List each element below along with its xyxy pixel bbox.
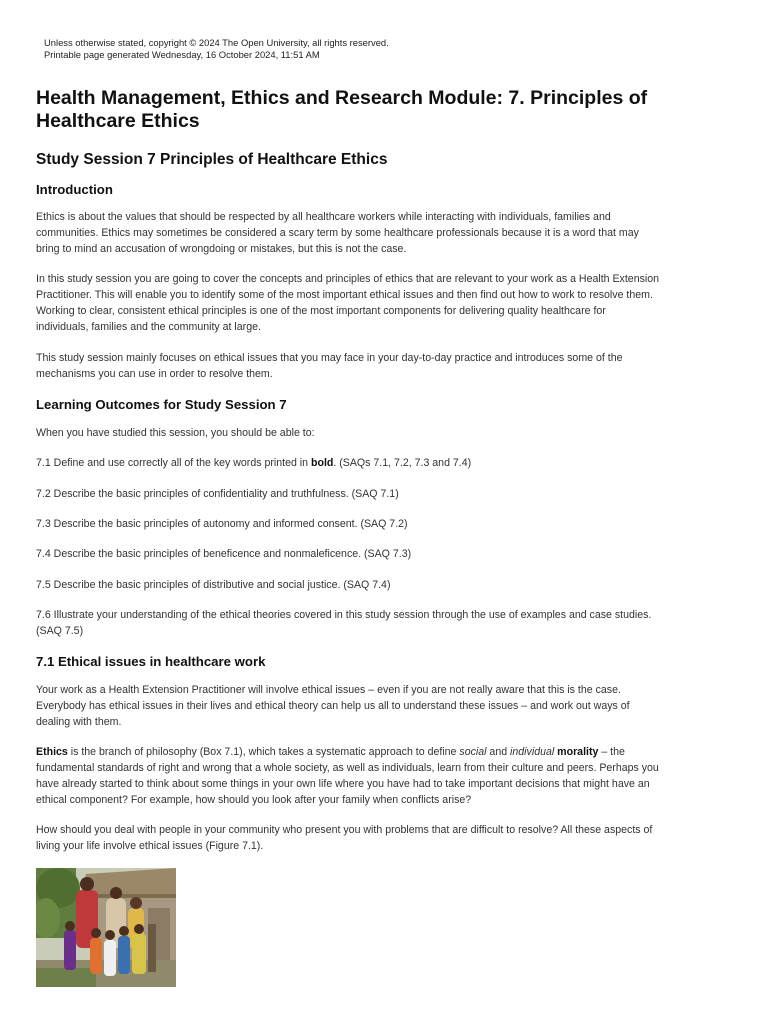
print-timestamp: Printable page generated Wednesday, 16 October 2024, 11:51 AM	[44, 49, 320, 60]
outcome-7-2: 7.2 Describe the basic principles of confidentiality and truthfulness. (SAQ 7.1)	[36, 488, 399, 500]
print-metadata	[44, 37, 389, 61]
learning-outcomes-heading: Learning Outcomes for Study Session 7	[36, 397, 287, 412]
outcome-7-1: 7.1 Define and use correctly all of the key words printed in bold. (SAQs 7.1, 7.2, 7.3 and 7.4)	[36, 457, 472, 469]
outcome-7-4: 7.4 Describe the basic principles of beneficence and nonmaleficence. (SAQ 7.3)	[36, 548, 412, 560]
outcome-7-3: 7.3 Describe the basic principles of autonomy and informed consent. (SAQ 7.2)	[36, 518, 408, 530]
introduction-heading: Introduction	[36, 182, 113, 197]
term-morality: morality	[557, 746, 599, 758]
section-7-1-paragraph-1: Your work as a Health Extension Practitioner will involve ethical issues – even if you are not really aware that this is the case. Everybody has ethical issues in their lives and ethical theory can help us all to understand these issues – and work out ways of dealing with them.	[36, 684, 630, 728]
intro-paragraph-1: Ethics is about the values that should be respected by all healthcare workers while interacting with individuals, families and communities. Ethics may sometimes be considered a scary term by some healthcare professionals because it is a word that may bring to mind an accusation of wrongdoing or mistakes, but this is not the case.	[36, 211, 639, 255]
term-ethics: Ethics	[36, 746, 68, 758]
figure-7-1-family-photo	[36, 868, 176, 987]
section-7-1-paragraph-2: Ethics is the branch of philosophy (Box 7.1), which takes a systematic approach to define social and individual morality – the fundamental standards of right and wrong that a whole society, as well as individuals, learn from their culture and peers. Perhaps you have already started to think about some things in your own life where you have had to take important decisions that might have an ethical component? For example, how should you look after your family when conflicts arise?	[36, 746, 659, 806]
copyright-notice: Unless otherwise stated, copyright © 2024 The Open University, all rights reserved.	[44, 37, 389, 48]
intro-paragraph-3: This study session mainly focuses on ethical issues that you may face in your day-to-day practice and introduces some of the mechanisms you can use in order to resolve them.	[36, 352, 623, 380]
page-title-line-2: Healthcare Ethics	[36, 110, 200, 132]
intro-paragraph-2: In this study session you are going to cover the concepts and principles of ethics that are relevant to your work as a Health Extension Practitioner. This will enable you to identify some of the most important ethical issues and then find out how to work to resolve them. Working to clear, consistent ethical principles is one of the most important components for delivering quality healthcare for individuals, families and the community at large.	[36, 273, 660, 333]
page-title	[36, 87, 716, 133]
outcome-7-5: 7.5 Describe the basic principles of distributive and social justice. (SAQ 7.4)	[36, 579, 391, 591]
family-photo-illustration	[36, 868, 176, 987]
bold-keyword: bold	[311, 457, 334, 469]
page-title-line-1: Health Management, Ethics and Research Module: 7. Principles of	[36, 87, 648, 109]
outcome-7-6: 7.6 Illustrate your understanding of the ethical theories covered in this study session through the use of examples and case studies. (SAQ 7.5)	[36, 609, 652, 637]
outcomes-lead: When you have studied this session, you should be able to:	[36, 427, 315, 439]
session-title: Study Session 7 Principles of Healthcare Ethics	[36, 151, 388, 168]
section-7-1-heading: 7.1 Ethical issues in healthcare work	[36, 654, 266, 669]
section-7-1-paragraph-3: How should you deal with people in your community who present you with problems that are difficult to resolve? All these aspects of living your life involve ethical issues (Figure 7.1).	[36, 824, 653, 852]
